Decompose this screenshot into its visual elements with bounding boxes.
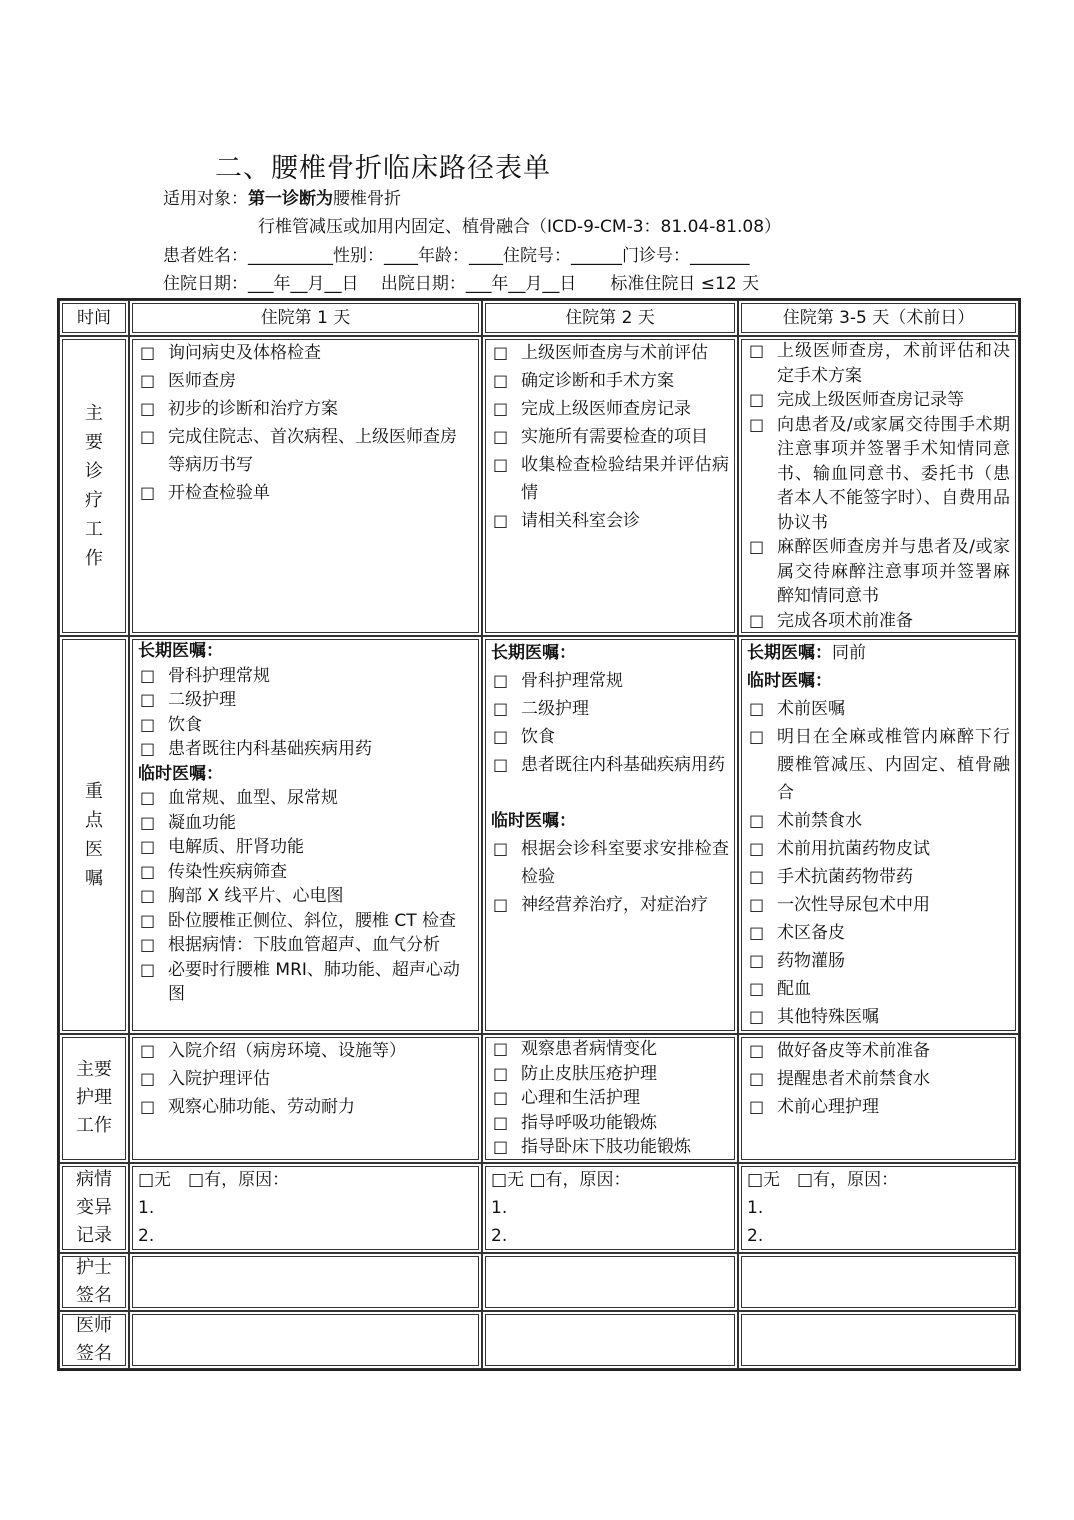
day3-header: 住院第 3-5 天（术前日） xyxy=(738,300,1019,336)
orders-label xyxy=(59,636,129,1034)
checkbox-icon[interactable]: □ xyxy=(140,343,156,362)
checkbox-icon[interactable]: □ xyxy=(493,727,509,746)
checklist-item[interactable]: □ 收集检查检验结果并评估病情 xyxy=(491,451,729,507)
checklist-item[interactable]: □ 做好备皮等术前准备 xyxy=(747,1037,1010,1065)
doctor-sign-label xyxy=(59,1311,129,1369)
checkbox-icon[interactable]: □ xyxy=(749,1069,765,1088)
checkbox-icon[interactable]: □ xyxy=(140,739,156,758)
label-char: 疗 xyxy=(85,490,103,511)
checklist-item[interactable]: □ 完成各项术前准备 xyxy=(747,609,1010,634)
label-char: 主 xyxy=(85,403,103,424)
checklist-item[interactable]: □ 指导呼吸功能锻炼 xyxy=(491,1111,729,1136)
checkbox-icon[interactable]: □ xyxy=(749,979,765,998)
checkbox-icon[interactable]: □ xyxy=(140,1097,156,1116)
nursing-day2 xyxy=(482,1034,738,1163)
checklist-item[interactable]: □ 术前医嘱 xyxy=(747,695,1010,723)
checkbox-icon[interactable]: □ xyxy=(493,1088,509,1107)
main-work-row xyxy=(59,336,1019,636)
label-line: 主要 xyxy=(76,1059,112,1081)
label-line: 病情 xyxy=(76,1168,112,1190)
checklist-item[interactable]: □ 入院护理评估 xyxy=(138,1065,473,1093)
day2-header: 住院第 2 天 xyxy=(482,300,738,336)
variance-line-1[interactable]: 1. xyxy=(747,1197,764,1218)
checklist-item[interactable]: □ 观察患者病情变化 xyxy=(491,1037,729,1062)
checklist-item[interactable]: □ 开检查检验单 xyxy=(138,479,473,507)
nurse-sign-row xyxy=(59,1253,1019,1311)
checklist-item[interactable]: □ 上级医师查房，术前评估和决定手术方案 xyxy=(749,341,1010,386)
label-char: 作 xyxy=(85,548,103,569)
checkbox-icon[interactable]: □ xyxy=(493,399,509,418)
checklist-item[interactable]: □ 指导卧床下肢功能锻炼 xyxy=(491,1135,729,1160)
header-row xyxy=(59,300,1019,336)
checkbox-icon[interactable]: □ xyxy=(749,390,765,409)
checkbox-icon[interactable]: □ xyxy=(749,923,765,942)
checkbox-icon[interactable]: □ xyxy=(749,341,765,360)
checklist-item[interactable]: □ 完成上级医师查房记录等 xyxy=(747,388,1010,413)
orders-day3 xyxy=(738,636,1019,1034)
nurse-sign-day2[interactable] xyxy=(482,1253,738,1311)
label-char: 诊 xyxy=(85,461,103,482)
temp-orders-heading: 临时医嘱： xyxy=(491,811,576,831)
doctor-sign-row xyxy=(59,1311,1019,1369)
checklist-item[interactable]: □ 确定诊断和手术方案 xyxy=(491,367,729,395)
checklist-item[interactable]: □ 根据病情：下肢血管超声、血气分析 xyxy=(138,933,473,958)
applicable-diagnosis: 腰椎骨折 xyxy=(333,189,401,209)
variance-row xyxy=(59,1163,1019,1253)
checklist-item[interactable]: □ 一次性导尿包术中用 xyxy=(747,891,1010,919)
checkbox-icon[interactable]: □ xyxy=(493,455,509,474)
label-char: 工 xyxy=(85,519,103,540)
long-term-orders-value: 同前 xyxy=(832,643,866,663)
checklist-item[interactable]: □ 提醒患者术前禁食水 xyxy=(747,1065,1010,1093)
nursing-label xyxy=(59,1034,129,1163)
checklist-item[interactable]: □ 患者既往内科基础疾病用药 xyxy=(491,751,729,779)
checkbox-icon[interactable]: □ xyxy=(140,690,156,709)
long-term-orders-heading: 长期医嘱： xyxy=(747,643,832,663)
applicable-line xyxy=(163,188,401,210)
variance-line-2[interactable]: 2. xyxy=(747,1225,764,1246)
variance-options[interactable]: □无 □有，原因： xyxy=(138,1169,290,1190)
checkbox-icon[interactable]: □ xyxy=(140,910,156,930)
checklist-item[interactable]: □ 必要时行腰椎 MRI、肺功能、超声心动图 xyxy=(140,959,460,1004)
checklist-item[interactable]: □ 心理和生活护理 xyxy=(491,1086,729,1111)
checkbox-icon[interactable]: □ xyxy=(493,1039,509,1058)
label-line: 变异 xyxy=(76,1196,112,1218)
checkbox-icon[interactable]: □ xyxy=(749,1097,765,1116)
checklist-item[interactable]: □ 明日在全麻或椎管内麻醉下行腰椎管减压、内固定、植骨融合 xyxy=(747,723,1010,807)
checklist-item[interactable]: □ 向患者及/或家属交待围手术期注意事项并签署手术知情同意书、输血同意书、委托书（患者本人不能签字时）、自费用品协议书 xyxy=(749,414,1010,533)
checkbox-icon[interactable]: □ xyxy=(493,371,509,390)
doctor-sign-day3[interactable] xyxy=(738,1311,1019,1369)
checklist-item[interactable]: □ 术区备皮 xyxy=(747,919,1010,947)
long-term-orders-heading: 长期医嘱： xyxy=(138,641,223,661)
checklist-item[interactable]: □ 骨科护理常规 xyxy=(138,664,473,689)
orders-day2 xyxy=(482,636,738,1034)
time-header: 时间 xyxy=(59,300,129,336)
doctor-sign-day2[interactable] xyxy=(482,1311,738,1369)
label-char: 嘱 xyxy=(85,868,103,889)
checkbox-icon[interactable]: □ xyxy=(140,788,156,807)
checklist-item[interactable]: □ 二级护理 xyxy=(138,688,473,713)
variance-line-2[interactable]: 2. xyxy=(491,1225,508,1246)
checkbox-icon[interactable]: □ xyxy=(749,811,765,830)
label-line: 护理 xyxy=(76,1087,112,1109)
page-title: 二、腰椎骨折临床路径表单 xyxy=(215,153,551,184)
checklist-item[interactable]: □ 完成住院志、首次病程、上级医师查房等病历书写 xyxy=(138,423,473,479)
main-work-day1 xyxy=(129,336,482,636)
checkbox-icon[interactable]: □ xyxy=(140,1041,156,1060)
checklist-item[interactable]: □ 麻醉医师查房并与患者及/或家属交待麻醉注意事项并签署麻醉知情同意书 xyxy=(749,537,1010,606)
main-work-day3 xyxy=(738,336,1019,636)
checklist-item[interactable]: □ 上级医师查房与术前评估 xyxy=(491,339,729,367)
checklist-item[interactable]: □ 胸部 X 线平片、心电图 xyxy=(138,884,473,909)
checkbox-icon[interactable]: □ xyxy=(140,959,156,979)
checkbox-icon[interactable]: □ xyxy=(140,665,156,685)
spacer xyxy=(491,779,729,807)
checklist-item[interactable]: □ 入院介绍（病房环境、设施等） xyxy=(138,1037,473,1065)
variance-options[interactable]: □无 □有，原因： xyxy=(491,1169,631,1190)
checkbox-icon[interactable]: □ xyxy=(493,343,509,362)
variance-day1[interactable] xyxy=(129,1163,482,1253)
variance-day2[interactable] xyxy=(482,1163,738,1253)
checkbox-icon[interactable]: □ xyxy=(140,1069,156,1088)
temp-orders-heading: 临时医嘱： xyxy=(747,671,832,691)
checklist-item[interactable]: □ 观察心肺功能、劳动耐力 xyxy=(138,1093,473,1121)
day1-header: 住院第 1 天 xyxy=(129,300,482,336)
checklist-item[interactable]: □ 药物灌肠 xyxy=(747,947,1010,975)
checklist-item[interactable]: □ 电解质、肝肾功能 xyxy=(138,835,473,860)
label-line: 签名 xyxy=(76,1342,112,1364)
label-line: 医师 xyxy=(76,1314,112,1336)
variance-line-1[interactable]: 1. xyxy=(138,1197,155,1218)
checklist-item[interactable]: □ 传染性疾病筛查 xyxy=(138,860,473,885)
checkbox-icon[interactable]: □ xyxy=(493,671,509,690)
checkbox-icon[interactable]: □ xyxy=(140,812,156,832)
checklist-item[interactable]: □ 配血 xyxy=(747,975,1010,1003)
checkbox-icon[interactable]: □ xyxy=(749,895,765,914)
procedure-line: 行椎管减压或加用内固定、植骨融合（ICD-9-CM-3：81.04-81.08） xyxy=(258,217,782,237)
checkbox-icon[interactable]: □ xyxy=(493,1063,509,1083)
variance-day3[interactable] xyxy=(738,1163,1019,1253)
label-char: 医 xyxy=(85,839,103,860)
checkbox-icon[interactable]: □ xyxy=(140,886,156,905)
applicable-first-diagnosis: 第一诊断为 xyxy=(248,189,333,209)
checkbox-icon[interactable]: □ xyxy=(493,511,509,530)
checkbox-icon[interactable]: □ xyxy=(749,537,765,556)
checkbox-icon[interactable]: □ xyxy=(493,895,509,914)
checklist-item[interactable]: □ 饮食 xyxy=(491,723,729,751)
checklist-item[interactable]: □ 二级护理 xyxy=(491,695,729,723)
checkbox-icon[interactable]: □ xyxy=(493,1137,509,1156)
checklist-item[interactable]: □ 术前禁食水 xyxy=(747,807,1010,835)
checklist-item[interactable]: □ 卧位腰椎正侧位、斜位，腰椎 CT 检查 xyxy=(138,909,473,934)
nurse-sign-label xyxy=(59,1253,129,1311)
clinical-pathway-table xyxy=(57,298,1021,1371)
checklist-item[interactable]: □ 其他特殊医嘱 xyxy=(747,1003,1010,1031)
checklist-item[interactable]: □ 术前心理护理 xyxy=(747,1093,1010,1121)
checklist-item[interactable]: □ 询问病史及体格检查 xyxy=(138,339,473,367)
checklist-item[interactable]: □ 饮食 xyxy=(138,713,473,738)
long-term-orders-line xyxy=(747,639,1010,667)
label-char: 重 xyxy=(85,781,103,802)
checklist-item[interactable]: □ 凝血功能 xyxy=(138,811,473,836)
checklist-item[interactable]: □ 神经营养治疗，对症治疗 xyxy=(491,891,729,919)
doctor-sign-day1[interactable] xyxy=(129,1311,482,1369)
label-line: 记录 xyxy=(76,1224,112,1246)
checkbox-icon[interactable]: □ xyxy=(140,483,156,502)
label-line: 工作 xyxy=(76,1115,112,1137)
checklist-item[interactable]: □ 请相关科室会诊 xyxy=(491,507,729,535)
label-line: 签名 xyxy=(76,1284,112,1306)
checkbox-icon[interactable]: □ xyxy=(749,610,765,630)
checkbox-icon[interactable]: □ xyxy=(140,837,156,856)
checklist-item[interactable]: □ 血常规、血型、尿常规 xyxy=(138,786,473,811)
applicable-label: 适用对象： xyxy=(163,189,248,209)
checkbox-icon[interactable]: □ xyxy=(749,1041,765,1060)
checkbox-icon[interactable]: □ xyxy=(140,427,156,446)
checkbox-icon[interactable]: □ xyxy=(140,371,156,390)
checklist-item[interactable]: □ 根据会诊科室要求安排检查检验 xyxy=(491,835,729,891)
nurse-sign-day1[interactable] xyxy=(129,1253,482,1311)
main-work-label xyxy=(59,336,129,636)
long-term-orders-heading: 长期医嘱： xyxy=(491,643,576,663)
checkbox-icon[interactable]: □ xyxy=(140,935,156,954)
checkbox-icon[interactable]: □ xyxy=(493,427,509,446)
checklist-item[interactable]: □ 实施所有需要检查的项目 xyxy=(491,423,729,451)
nursing-day3 xyxy=(738,1034,1019,1163)
checklist-item[interactable]: □ 患者既往内科基础疾病用药 xyxy=(138,737,473,762)
variance-label xyxy=(59,1163,129,1253)
checklist-item[interactable]: □ 术前用抗菌药物皮试 xyxy=(747,835,1010,863)
checkbox-icon[interactable]: □ xyxy=(140,714,156,734)
nursing-row xyxy=(59,1034,1019,1163)
label-line: 护士 xyxy=(76,1256,112,1278)
checkbox-icon[interactable]: □ xyxy=(749,414,765,434)
checkbox-icon[interactable]: □ xyxy=(493,839,509,858)
checklist-item[interactable]: □ 完成上级医师查房记录 xyxy=(491,395,729,423)
checkbox-icon[interactable]: □ xyxy=(749,867,765,886)
checklist-item[interactable]: □ 骨科护理常规 xyxy=(491,667,729,695)
orders-row xyxy=(59,636,1019,1034)
date-line: 住院日期：___年__月__日 出院日期：___年__月__日 标准住院日 ≤12 天 xyxy=(163,274,760,294)
variance-options[interactable]: □无 □有，原因： xyxy=(747,1169,899,1190)
main-work-day2 xyxy=(482,336,738,636)
checkbox-icon[interactable]: □ xyxy=(749,1007,765,1026)
checkbox-icon[interactable]: □ xyxy=(140,861,156,881)
checkbox-icon[interactable]: □ xyxy=(140,399,156,418)
variance-line-1[interactable]: 1. xyxy=(491,1197,508,1218)
checkbox-icon[interactable]: □ xyxy=(493,699,509,718)
checkbox-icon[interactable]: □ xyxy=(749,727,765,746)
checkbox-icon[interactable]: □ xyxy=(493,1112,509,1132)
label-char: 要 xyxy=(85,432,103,453)
patient-info-line: 患者姓名：__________性别：____年龄：____住院号：______门诊号：_______ xyxy=(163,246,750,266)
checkbox-icon[interactable]: □ xyxy=(749,699,765,718)
checkbox-icon[interactable]: □ xyxy=(749,839,765,858)
nurse-sign-day3[interactable] xyxy=(738,1253,1019,1311)
checklist-item[interactable]: □ 医师查房 xyxy=(138,367,473,395)
checklist-item[interactable]: □ 初步的诊断和治疗方案 xyxy=(138,395,473,423)
label-char: 点 xyxy=(85,810,103,831)
temp-orders-heading: 临时医嘱： xyxy=(138,763,223,784)
nursing-day1 xyxy=(129,1034,482,1163)
checklist-item[interactable]: □ 防止皮肤压疮护理 xyxy=(491,1062,729,1087)
checklist-item[interactable]: □ 手术抗菌药物带药 xyxy=(747,863,1010,891)
checkbox-icon[interactable]: □ xyxy=(493,755,509,774)
orders-day1 xyxy=(129,636,482,1034)
checkbox-icon[interactable]: □ xyxy=(749,951,765,970)
variance-line-2[interactable]: 2. xyxy=(138,1225,155,1246)
